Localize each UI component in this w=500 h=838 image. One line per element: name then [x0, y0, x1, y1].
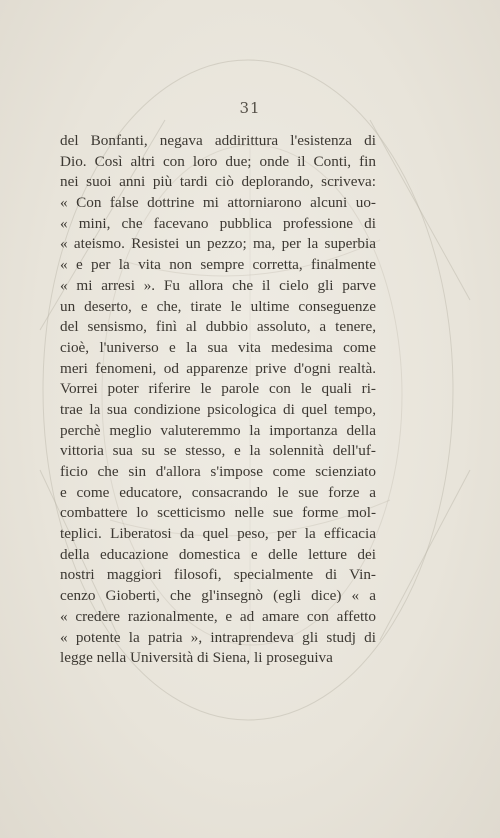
text-line: e come educatore, consacrando le sue forze a: [60, 483, 376, 501]
text-line: del sensismo, finì al dubbio assoluto, a tenere,: [60, 318, 376, 336]
text-line: « e per la vita non sempre corretta, finalmente: [60, 256, 376, 274]
text-line: legge nella Università di Siena, li proseguiva: [60, 649, 333, 667]
text-line: « ateismo. Resistei un pezzo; ma, per la superbia: [60, 235, 376, 253]
text-line: cenzo Gioberti, che gl'insegnò (egli dice) « a: [60, 587, 376, 605]
text-line: Vorrei poter riferire le parole con le quali ri-: [60, 380, 376, 398]
text-line: combattere lo scetticismo nelle sue forme mol-: [60, 504, 376, 522]
text-line: Dio. Così altri con loro due; onde il Conti, fin: [60, 152, 376, 170]
text-line: vittoria sua su se stesso, e la solennità dell'uf-: [60, 442, 376, 460]
text-line: teplici. Liberatosi da quel peso, per la efficacia: [60, 525, 376, 543]
text-line: « mi arresi ». Fu allora che il cielo gli parve: [60, 276, 376, 294]
text-line: « Con false dottrine mi attorniarono alcuni uo-: [60, 194, 376, 212]
text-line: « mini, che facevano pubblica professione di: [60, 214, 376, 232]
body-text: [60, 131, 376, 669]
text-line: trae la sua condizione psicologica di quel tempo,: [60, 400, 376, 418]
text-line: della educazione domestica e delle letture dei: [60, 545, 376, 563]
text-line: « credere razionalmente, e ad amare con affetto: [60, 607, 376, 625]
text-line: perchè meglio valuteremmo la importanza della: [60, 421, 376, 439]
page-number: 31: [239, 99, 261, 117]
text-line: un deserto, e che, tirate le ultime conseguenze: [60, 297, 376, 315]
text-line: nei suoi anni più tardi ciò deplorando, scriveva:: [60, 173, 376, 191]
text-line: ficio che sin d'allora s'impose come scienziato: [60, 463, 376, 480]
text-line: nostri maggiori filosofi, specialmente di Vin-: [60, 566, 376, 584]
text-line: cioè, l'universo e la sua vita medesima come: [60, 338, 376, 356]
text-line: del Bonfanti, negava addirittura l'esistenza di: [60, 132, 376, 149]
text-line: meri fenomeni, od apparenze prive d'ogni realtà.: [60, 359, 376, 377]
text-line: « potente la patria », intraprendeva gli studj di: [60, 628, 376, 646]
